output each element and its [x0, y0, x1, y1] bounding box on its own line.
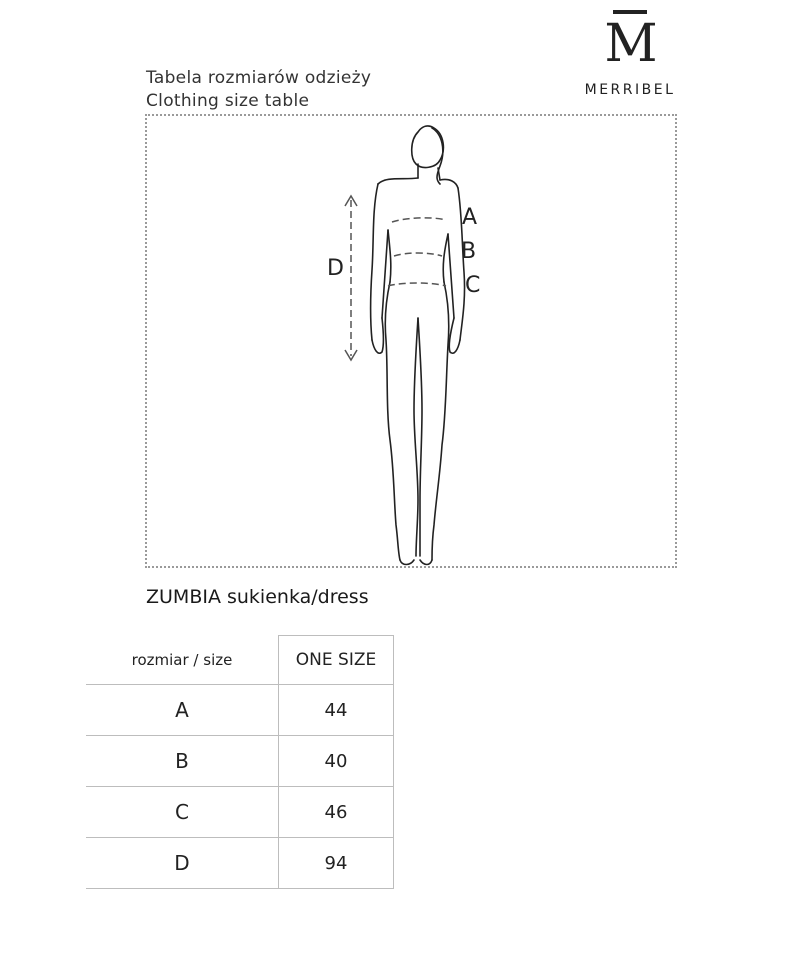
table-row: [86, 787, 394, 838]
table-row: [86, 838, 394, 889]
row-label: C: [86, 787, 279, 838]
label-b: B: [461, 239, 477, 264]
heading-polish: Tabela rozmiarów odzieży: [146, 68, 372, 88]
heading-english: Clothing size table: [146, 91, 310, 111]
measure-line-a: [392, 218, 446, 222]
size-table-header: [86, 636, 394, 685]
measure-line-b: [394, 253, 442, 256]
row-label: D: [86, 838, 279, 889]
header-size-value: ONE SIZE: [279, 636, 394, 685]
row-label: A: [86, 685, 279, 736]
header-size-label: rozmiar / size: [86, 636, 279, 685]
row-value: 46: [279, 787, 394, 838]
measure-line-c: [388, 283, 446, 286]
product-title: ZUMBIA sukienka/dress: [146, 586, 369, 608]
body-silhouette: [371, 126, 465, 565]
table-row: [86, 736, 394, 787]
table-row: [86, 685, 394, 736]
label-c: C: [465, 273, 481, 298]
label-d: D: [327, 256, 344, 281]
label-a: A: [462, 205, 478, 230]
row-label: B: [86, 736, 279, 787]
row-value: 40: [279, 736, 394, 787]
size-table: [86, 635, 394, 889]
logo-mark: M: [604, 14, 656, 74]
row-value: 94: [279, 838, 394, 889]
brand-name: MERRIBEL: [584, 82, 676, 98]
row-value: 44: [279, 685, 394, 736]
measurement-lines: [351, 200, 446, 356]
